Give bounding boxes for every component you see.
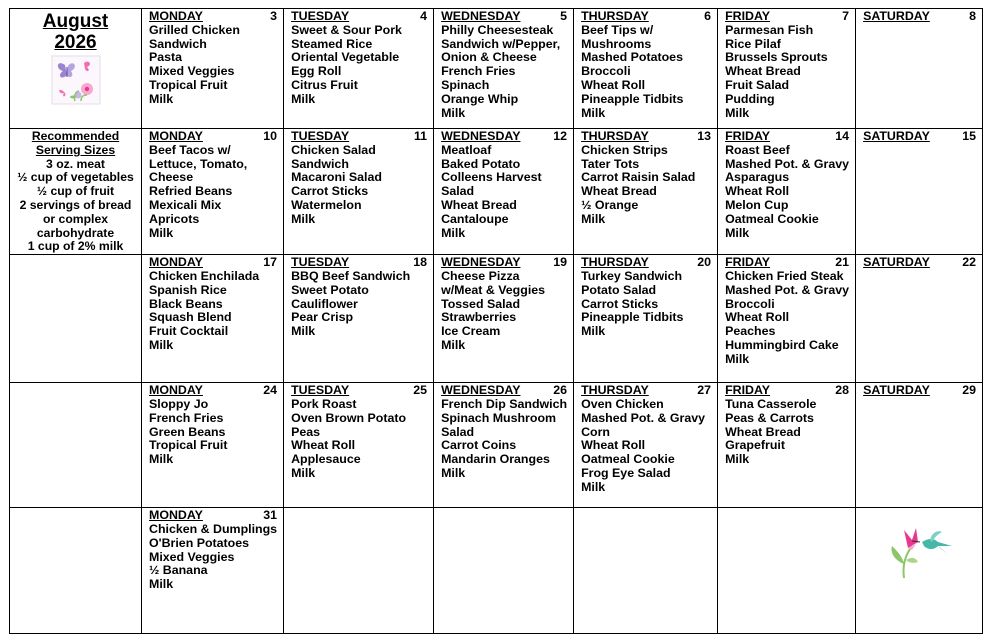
day-header xyxy=(291,130,427,144)
menu-item: Black Beans xyxy=(149,296,223,311)
menu-item: Wheat Bread xyxy=(581,184,657,199)
empty-cell xyxy=(10,255,142,383)
menu-item: Sloppy Jo xyxy=(149,396,209,411)
menu-item: Corn xyxy=(581,424,610,439)
day-header xyxy=(441,130,567,144)
day-cell-10 xyxy=(142,129,284,255)
hummingbird-cell xyxy=(856,508,983,634)
menu-item: Spinach Mushroom xyxy=(441,410,557,425)
menu-item: Peas & Carrots xyxy=(725,410,814,425)
day-header xyxy=(291,384,427,398)
menu-item: Milk xyxy=(725,351,750,366)
menu-item: Parmesan Fish xyxy=(725,22,814,37)
day-date: 31 xyxy=(263,508,278,523)
menu-item: Wheat Roll xyxy=(581,438,646,453)
menu-item: Spinach xyxy=(441,77,490,92)
serving-line: 3 oz. meat xyxy=(46,156,105,171)
menu-item: Cheese xyxy=(149,170,194,185)
menu-item: Carrot Coins xyxy=(441,438,517,453)
menu-item: Milk xyxy=(581,324,606,339)
day-date: 28 xyxy=(835,383,850,398)
day-date: 22 xyxy=(962,255,977,270)
day-name: WEDNESDAY xyxy=(441,9,521,23)
serving-heading-line-2: Serving Sizes xyxy=(35,142,116,157)
menu-item: Tuna Casserole xyxy=(725,396,817,411)
menu-item: Orange Whip xyxy=(441,91,519,106)
day-date: 26 xyxy=(553,383,568,398)
day-date: 7 xyxy=(842,9,850,23)
day-date: 21 xyxy=(835,255,850,270)
menu-item: Wheat Roll xyxy=(291,438,356,453)
day-name: MONDAY xyxy=(149,9,203,23)
menu-item: Frog Eye Salad xyxy=(581,465,671,480)
menu-item: Egg Roll xyxy=(291,64,342,79)
menu-item: Asparagus xyxy=(725,170,790,185)
serving-line: ½ cup of fruit xyxy=(36,184,115,199)
day-name: TUESDAY xyxy=(291,383,350,398)
day-header xyxy=(725,130,849,144)
menu-item: Milk xyxy=(441,225,466,240)
menu-item: Milk xyxy=(149,225,174,240)
day-header xyxy=(291,256,427,270)
menu-item: Mushrooms xyxy=(581,36,652,51)
menu-item: Pear Crisp xyxy=(291,310,354,325)
menu-item: Milk xyxy=(581,105,606,120)
day-header xyxy=(863,256,976,270)
menu-item: Milk xyxy=(441,105,466,120)
day-cell-25 xyxy=(284,383,434,508)
menu-item: Milk xyxy=(291,465,316,480)
menu-item: Beef Tacos w/ xyxy=(149,142,231,157)
day-name: SATURDAY xyxy=(863,9,930,23)
menu-item: Mixed Veggies xyxy=(149,64,235,79)
menu-item: Mashed Pot. & Gravy xyxy=(581,410,706,425)
menu-item: Chicken Salad xyxy=(291,142,376,157)
day-name: TUESDAY xyxy=(291,129,350,143)
empty-cell xyxy=(574,508,718,634)
menu-item: Onion & Cheese xyxy=(441,50,537,65)
day-header xyxy=(725,256,849,270)
menu-item: Oatmeal Cookie xyxy=(725,211,819,226)
day-name: SATURDAY xyxy=(863,129,930,143)
day-date: 5 xyxy=(560,9,568,23)
day-cell-31 xyxy=(142,508,284,634)
menu-item: Peas xyxy=(291,424,321,439)
day-name: MONDAY xyxy=(149,508,203,523)
menu-item: Meatloaf xyxy=(441,142,492,157)
menu-item: Steamed Rice xyxy=(291,36,373,51)
day-name: TUESDAY xyxy=(291,255,350,270)
day-header xyxy=(725,384,849,398)
menu-item: Oven Brown Potato xyxy=(291,410,407,425)
day-name: FRIDAY xyxy=(725,129,771,143)
menu-item: Milk xyxy=(149,337,174,352)
day-header xyxy=(581,384,711,398)
day-cell-24 xyxy=(142,383,284,508)
empty-cell xyxy=(718,508,856,634)
day-date: 11 xyxy=(413,129,428,143)
menu-item: Rice Pilaf xyxy=(725,36,781,51)
day-cell-28 xyxy=(718,383,856,508)
menu-item: Wheat Roll xyxy=(725,184,790,199)
day-header xyxy=(441,256,567,270)
day-cell-22 xyxy=(856,255,983,383)
empty-cell xyxy=(10,383,142,508)
day-cell-4 xyxy=(284,9,434,129)
menu-item: Milk xyxy=(291,91,316,106)
menu-item: Chicken Enchilada xyxy=(149,268,260,283)
day-header xyxy=(863,130,976,144)
menu-item: Milk xyxy=(581,211,606,226)
day-name: TUESDAY xyxy=(291,9,350,23)
menu-item: Citrus Fruit xyxy=(291,77,358,92)
menu-item: Oatmeal Cookie xyxy=(581,452,675,467)
menu-item: Mashed Pot. & Gravy xyxy=(725,156,850,171)
menu-item: ½ Banana xyxy=(149,563,208,578)
day-cell-17 xyxy=(142,255,284,383)
day-name: THURSDAY xyxy=(581,129,649,143)
day-cell-3 xyxy=(142,9,284,129)
menu-item: Tossed Salad xyxy=(441,296,521,311)
serving-line: 2 servings of bread xyxy=(19,197,132,212)
menu-item: Cantaloupe xyxy=(441,211,509,226)
menu-item: Tropical Fruit xyxy=(149,77,228,92)
menu-item: Oriental Vegetable xyxy=(291,50,400,65)
day-name: WEDNESDAY xyxy=(441,383,521,398)
menu-item: Sandwich w/Pepper, xyxy=(441,36,561,51)
day-date: 14 xyxy=(835,129,850,143)
day-date: 29 xyxy=(962,383,977,398)
menu-item: Pineapple Tidbits xyxy=(581,91,684,106)
day-name: MONDAY xyxy=(149,129,203,143)
menu-item: Apricots xyxy=(149,211,200,226)
day-date: 13 xyxy=(697,129,712,143)
day-date: 4 xyxy=(420,9,428,23)
month-title: August xyxy=(42,11,109,32)
day-name: WEDNESDAY xyxy=(441,129,521,143)
menu-item: French Fries xyxy=(149,410,224,425)
menu-item: Squash Blend xyxy=(149,310,232,325)
menu-item: Melon Cup xyxy=(725,197,789,212)
menu-item: Brussels Sprouts xyxy=(725,50,828,65)
menu-item: Strawberries xyxy=(441,310,517,325)
day-cell-11 xyxy=(284,129,434,255)
empty-cell xyxy=(284,508,434,634)
day-date: 8 xyxy=(969,9,977,23)
menu-item: Chicken & Dumplings xyxy=(149,521,278,536)
menu-item: Broccoli xyxy=(725,296,775,311)
menu-item: Pork Roast xyxy=(291,396,357,411)
menu-item: Grilled Chicken xyxy=(149,22,240,37)
menu-item: Mixed Veggies xyxy=(149,549,235,564)
menu-item: Pasta xyxy=(149,50,183,65)
day-header xyxy=(149,130,277,144)
menu-item: Chicken Fried Steak xyxy=(725,268,844,283)
menu-item: Turkey Sandwich xyxy=(581,268,683,283)
menu-item: Milk xyxy=(581,479,606,494)
serving-line: 1 cup of 2% milk xyxy=(27,239,124,254)
menu-item: Milk xyxy=(725,105,750,120)
day-name: WEDNESDAY xyxy=(441,255,521,270)
day-name: MONDAY xyxy=(149,383,203,398)
day-header xyxy=(149,384,277,398)
day-cell-19 xyxy=(434,255,574,383)
day-cell-26 xyxy=(434,383,574,508)
empty-cell xyxy=(434,508,574,634)
day-name: THURSDAY xyxy=(581,255,649,270)
day-header xyxy=(441,384,567,398)
menu-item: Carrot Raisin Salad xyxy=(581,170,696,185)
menu-item: Milk xyxy=(149,577,174,592)
menu-item: Tropical Fruit xyxy=(149,438,228,453)
day-name: FRIDAY xyxy=(725,383,771,398)
menu-item: Pudding xyxy=(725,91,775,106)
day-date: 27 xyxy=(697,383,712,398)
day-name: SATURDAY xyxy=(863,255,930,270)
menu-item: Philly Cheesesteak xyxy=(441,22,554,37)
day-date: 12 xyxy=(553,129,568,143)
day-header xyxy=(149,10,277,24)
day-cell-14 xyxy=(718,129,856,255)
menu-item: Refried Beans xyxy=(149,184,233,199)
menu-item: Chicken Strips xyxy=(581,142,668,157)
menu-item: Sweet & Sour Pork xyxy=(291,22,402,37)
menu-item: Salad xyxy=(441,184,475,199)
menu-item: Salad xyxy=(441,424,475,439)
day-date: 10 xyxy=(263,129,278,143)
serving-sizes-cell xyxy=(10,129,142,255)
menu-item: Wheat Bread xyxy=(441,197,517,212)
menu-item: Hummingbird Cake xyxy=(725,337,839,352)
day-cell-5 xyxy=(434,9,574,129)
day-header xyxy=(291,10,427,24)
day-cell-12 xyxy=(434,129,574,255)
day-cell-6 xyxy=(574,9,718,129)
menu-item: Sweet Potato xyxy=(291,282,369,297)
menu-item: Wheat Bread xyxy=(725,64,801,79)
day-cell-20 xyxy=(574,255,718,383)
empty-cell xyxy=(10,508,142,634)
menu-item: French Dip Sandwich xyxy=(441,396,568,411)
menu-item: Carrot Sticks xyxy=(291,184,369,199)
day-date: 3 xyxy=(270,9,278,23)
day-header xyxy=(863,10,976,24)
day-header xyxy=(441,10,567,24)
day-name: FRIDAY xyxy=(725,255,771,270)
menu-item: Spanish Rice xyxy=(149,282,227,297)
day-date: 18 xyxy=(413,255,428,270)
menu-item: Tater Tots xyxy=(581,156,640,171)
menu-item: Mashed Pot. & Gravy xyxy=(725,282,850,297)
year-title: 2026 xyxy=(54,32,97,53)
butterfly-flower-icon xyxy=(51,55,101,105)
menu-item: Milk xyxy=(725,225,750,240)
menu-item: Colleens Harvest xyxy=(441,170,542,185)
menu-calendar xyxy=(9,8,983,634)
menu-item: Fruit Cocktail xyxy=(149,324,229,339)
serving-line: ½ cup of vegetables xyxy=(17,170,134,185)
menu-item: w/Meat & Veggies xyxy=(441,282,546,297)
day-name: MONDAY xyxy=(149,255,203,270)
menu-item: French Fries xyxy=(441,64,516,79)
serving-line: or complex xyxy=(42,211,109,226)
day-cell-13 xyxy=(574,129,718,255)
menu-item: ½ Orange xyxy=(581,197,639,212)
menu-item: Wheat Roll xyxy=(581,77,646,92)
day-header xyxy=(581,256,711,270)
menu-item: Oven Chicken xyxy=(581,396,664,411)
menu-item: Applesauce xyxy=(291,452,361,467)
menu-item: Milk xyxy=(291,324,316,339)
menu-item: Peaches xyxy=(725,324,776,339)
day-header xyxy=(581,10,711,24)
menu-item: Lettuce, Tomato, xyxy=(149,156,248,171)
day-date: 19 xyxy=(553,255,568,270)
menu-item: Mandarin Oranges xyxy=(441,452,550,467)
menu-item: Fruit Salad xyxy=(725,77,790,92)
menu-item: Cheese Pizza xyxy=(441,268,520,283)
day-name: THURSDAY xyxy=(581,383,649,398)
menu-item: Broccoli xyxy=(581,64,631,79)
menu-item: Green Beans xyxy=(149,424,226,439)
menu-item: Baked Potato xyxy=(441,156,521,171)
menu-item: Wheat Bread xyxy=(725,424,801,439)
menu-item: Sandwich xyxy=(149,36,207,51)
day-cell-15 xyxy=(856,129,983,255)
menu-item: Grapefruit xyxy=(725,438,785,453)
day-date: 6 xyxy=(704,9,712,23)
menu-item: Milk xyxy=(441,337,466,352)
day-name: SATURDAY xyxy=(863,383,930,398)
day-cell-7 xyxy=(718,9,856,129)
day-header xyxy=(149,509,277,523)
hummingbird-flower-icon xyxy=(882,520,958,580)
day-cell-21 xyxy=(718,255,856,383)
menu-item: Watermelon xyxy=(291,197,362,212)
menu-item: Milk xyxy=(149,91,174,106)
menu-item: Carrot Sticks xyxy=(581,296,659,311)
menu-item: O'Brien Potatoes xyxy=(149,535,250,550)
day-name: FRIDAY xyxy=(725,9,771,23)
menu-item: Roast Beef xyxy=(725,142,790,157)
menu-item: Milk xyxy=(291,211,316,226)
menu-item: BBQ Beef Sandwich xyxy=(291,268,411,283)
menu-item: Cauliflower xyxy=(291,296,358,311)
menu-item: Mashed Potatoes xyxy=(581,50,683,65)
day-header xyxy=(149,256,277,270)
menu-item: Milk xyxy=(441,465,466,480)
menu-item: Beef Tips w/ xyxy=(581,22,654,37)
day-date: 15 xyxy=(962,129,977,143)
menu-item: Wheat Roll xyxy=(725,310,790,325)
title-cell xyxy=(10,9,142,129)
menu-item: Pineapple Tidbits xyxy=(581,310,684,325)
day-cell-18 xyxy=(284,255,434,383)
day-date: 20 xyxy=(697,255,712,270)
day-date: 17 xyxy=(263,255,278,270)
menu-item: Ice Cream xyxy=(441,324,501,339)
day-cell-27 xyxy=(574,383,718,508)
day-header xyxy=(581,130,711,144)
menu-item: Mexicali Mix xyxy=(149,197,222,212)
day-cell-8 xyxy=(856,9,983,129)
day-date: 24 xyxy=(263,383,278,398)
day-date: 25 xyxy=(413,383,428,398)
serving-heading-line-1: Recommended xyxy=(31,129,120,143)
menu-item: Potato Salad xyxy=(581,282,657,297)
menu-item: Sandwich xyxy=(291,156,349,171)
day-header xyxy=(863,384,976,398)
day-cell-29 xyxy=(856,383,983,508)
day-header xyxy=(725,10,849,24)
menu-item: Milk xyxy=(149,452,174,467)
menu-item: Macaroni Salad xyxy=(291,170,382,185)
day-name: THURSDAY xyxy=(581,9,649,23)
serving-line: carbohydrate xyxy=(36,225,115,240)
menu-item: Milk xyxy=(725,452,750,467)
